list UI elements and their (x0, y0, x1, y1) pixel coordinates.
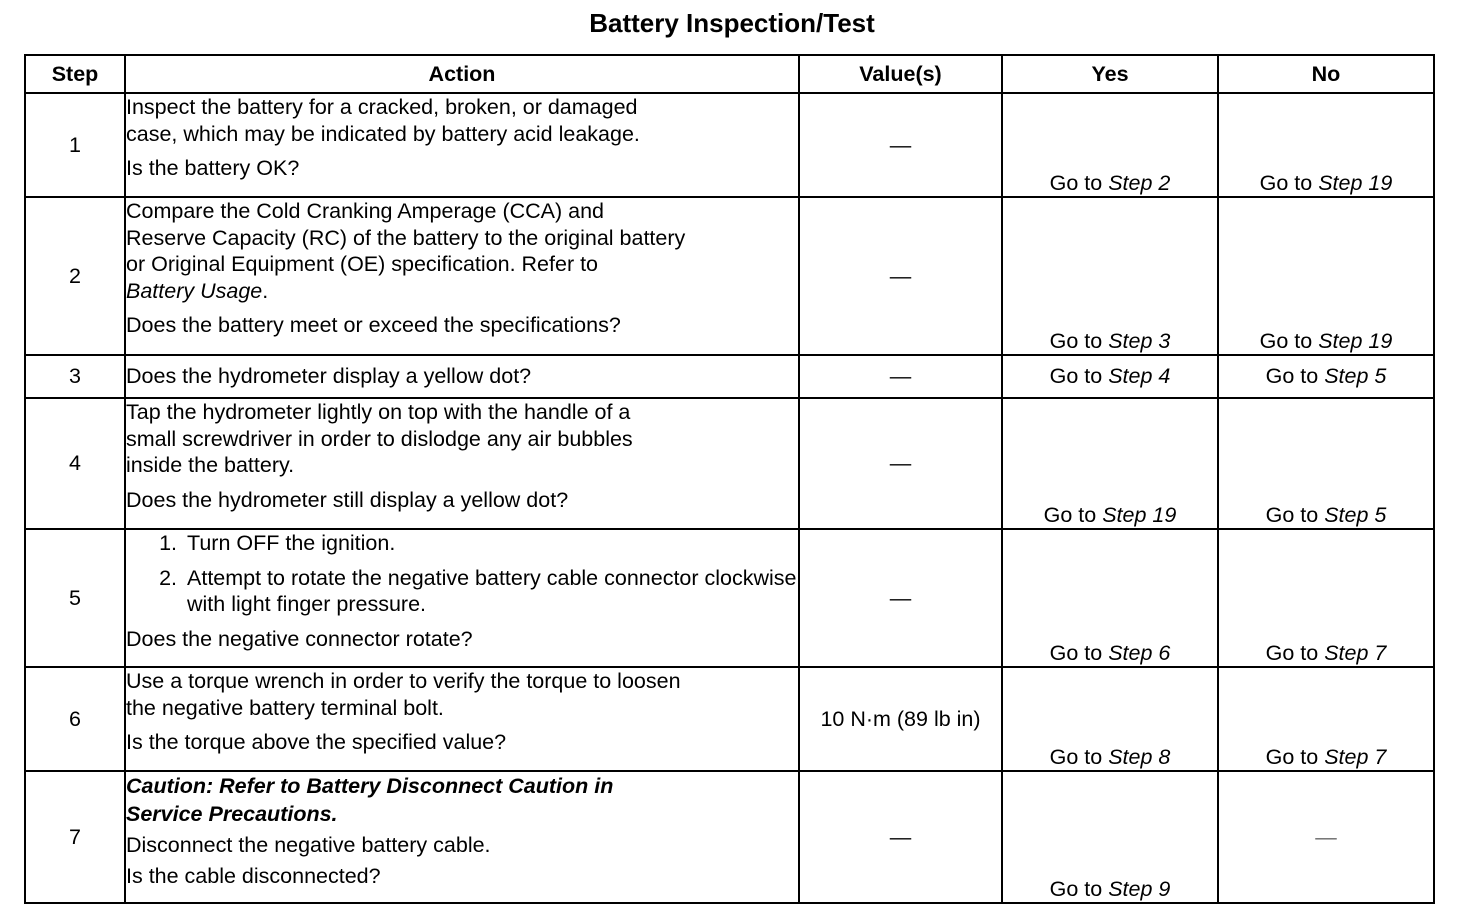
caution-text: Service Precautions. (126, 802, 338, 826)
action-cell (125, 529, 799, 667)
goto-prefix: Go to (1049, 329, 1103, 353)
goto-prefix: Go to (1265, 364, 1319, 388)
question-text: Is the battery OK? (126, 156, 300, 180)
table-row (25, 398, 1434, 529)
question-text: Does the negative connector rotate? (126, 626, 473, 651)
action-text: Inspect the battery for a cracked, broken, or damaged (126, 95, 638, 119)
yes-cell (1002, 398, 1218, 529)
action-cell (125, 398, 799, 529)
question-text: Is the torque above the specified value? (126, 730, 507, 754)
step-number: 7 (25, 771, 125, 903)
no-goto: Step 5 (1324, 364, 1387, 388)
header-values: Value(s) (799, 55, 1002, 93)
question-text: Does the hydrometer still display a yellow dot? (126, 487, 569, 512)
question-text: Does the battery meet or exceed the specifications? (126, 313, 621, 337)
list-item: 1. Turn OFF the ignition. (183, 530, 798, 557)
action-text: Reserve Capacity (RC) of the battery to the original battery (126, 225, 686, 250)
yes-cell (1002, 93, 1218, 197)
no-goto: Step 19 (1318, 329, 1393, 353)
step-number: 5 (25, 529, 125, 667)
action-text: Disconnect the negative battery cable. (126, 833, 491, 857)
yes-goto: Step 6 (1108, 641, 1171, 665)
goto-prefix: Go to (1049, 641, 1103, 665)
no-value-text: — (1315, 824, 1337, 849)
header-row (25, 55, 1434, 93)
value-cell (799, 355, 1002, 398)
header-step: Step (25, 55, 125, 93)
table-row (25, 771, 1434, 903)
page-title: Battery Inspection/Test (589, 8, 875, 38)
action-text: Tap the hydrometer lightly on top with the handle of a (126, 400, 631, 424)
action-cell (125, 771, 799, 903)
yes-cell (1002, 197, 1218, 355)
table-row (25, 93, 1434, 197)
action-text: Compare the Cold Cranking Amperage (CCA) and (126, 199, 605, 223)
no-cell (1218, 529, 1434, 667)
yes-goto: Step 3 (1108, 329, 1171, 353)
yes-cell (1002, 529, 1218, 667)
no-cell (1218, 667, 1434, 771)
no-cell (1218, 398, 1434, 529)
question-text: Does the hydrometer display a yellow dot? (126, 364, 532, 389)
header-yes: Yes (1002, 55, 1218, 93)
goto-prefix: Go to (1049, 171, 1103, 195)
value-cell (799, 93, 1002, 197)
value-text: 10 N·m (89 lb in) (820, 706, 981, 731)
caution-text: Caution: Refer to Battery Disconnect Caution in (126, 774, 614, 798)
no-goto: Step 7 (1324, 641, 1387, 665)
value-text: — (889, 824, 912, 849)
step-number: 4 (25, 398, 125, 529)
battery-test-table (24, 54, 1435, 904)
step-number: 2 (25, 197, 125, 355)
procedure-list (126, 530, 798, 618)
no-cell (1218, 197, 1434, 355)
value-cell (799, 771, 1002, 903)
value-text: — (889, 585, 912, 610)
yes-goto: Step 2 (1108, 171, 1171, 195)
yes-goto: Step 8 (1108, 745, 1171, 769)
yes-cell (1002, 667, 1218, 771)
table-row (25, 197, 1434, 355)
table-row (25, 667, 1434, 771)
no-goto: Step 19 (1318, 171, 1393, 195)
table-row (25, 529, 1434, 667)
goto-prefix: Go to (1259, 329, 1313, 353)
value-text: — (889, 364, 912, 388)
action-text: Use a torque wrench in order to verify the torque to loosen (126, 669, 681, 693)
question-text: Is the cable disconnected? (126, 863, 381, 888)
no-cell (1218, 355, 1434, 398)
goto-prefix: Go to (1259, 171, 1313, 195)
step-number: 3 (25, 355, 125, 398)
step-number: 1 (25, 93, 125, 197)
goto-prefix: Go to (1265, 745, 1319, 769)
header-no: No (1218, 55, 1434, 93)
header-action: Action (125, 55, 799, 93)
value-cell (799, 529, 1002, 667)
table-row (25, 355, 1434, 398)
goto-prefix: Go to (1265, 503, 1319, 527)
yes-goto: Step 4 (1108, 364, 1171, 388)
action-text: case, which may be indicated by battery acid leakage. (126, 121, 640, 146)
action-text: inside the battery. (126, 453, 295, 477)
action-text: or Original Equipment (OE) specification. Refer to (126, 252, 599, 276)
action-cell (125, 197, 799, 355)
value-cell (799, 667, 1002, 771)
action-reference: Battery Usage. (126, 278, 269, 303)
yes-goto: Step 19 (1102, 503, 1177, 527)
reference-link-text: Battery Usage (126, 278, 263, 303)
action-cell (125, 667, 799, 771)
no-goto: Step 5 (1324, 503, 1387, 527)
step-number: 6 (25, 667, 125, 771)
value-text: — (889, 451, 912, 475)
yes-goto: Step 9 (1108, 877, 1171, 901)
value-cell (799, 197, 1002, 355)
value-cell (799, 398, 1002, 529)
goto-prefix: Go to (1049, 877, 1103, 901)
action-cell (125, 93, 799, 197)
value-text: — (889, 263, 912, 288)
no-goto: Step 7 (1324, 745, 1387, 769)
goto-prefix: Go to (1049, 364, 1103, 388)
action-text: the negative battery terminal bolt. (126, 695, 444, 720)
yes-cell (1002, 771, 1218, 903)
list-item: 2. Attempt to rotate the negative battery cable connector clockwise with light finger pressure. (183, 565, 798, 618)
action-text: small screwdriver in order to dislodge any air bubbles (126, 426, 633, 451)
goto-prefix: Go to (1049, 745, 1103, 769)
goto-prefix: Go to (1265, 641, 1319, 665)
action-cell (125, 355, 799, 398)
no-cell (1218, 771, 1434, 903)
goto-prefix: Go to (1043, 503, 1097, 527)
value-text: — (889, 132, 912, 157)
yes-cell (1002, 355, 1218, 398)
no-cell (1218, 93, 1434, 197)
